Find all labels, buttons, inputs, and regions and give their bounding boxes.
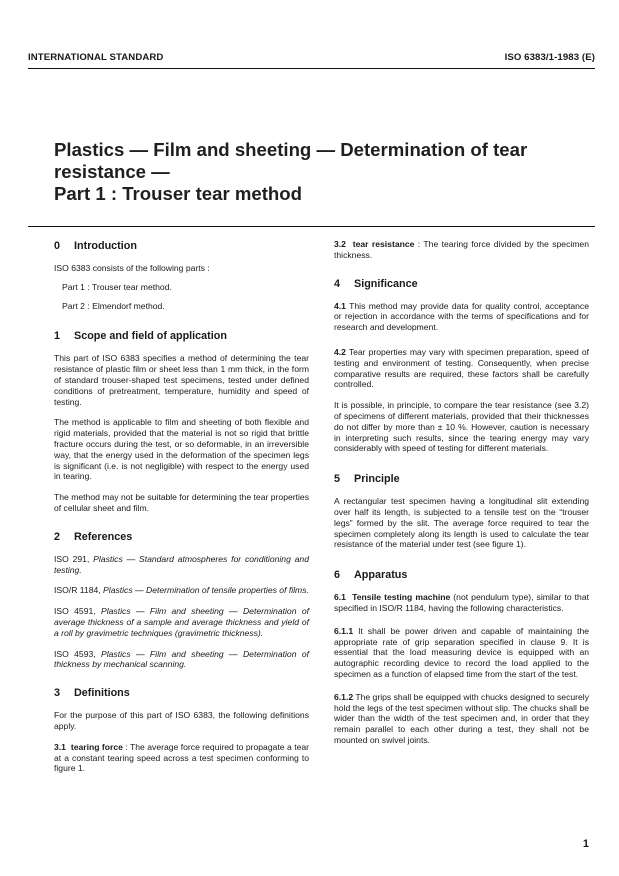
significance-paragraph: It is possible, in principle, to compare the tear resistance (see 3.2) of specimens of different materials, provided that their thicknesses do not differ by more than ± 10 %. However, caution is necessary in interpreting such results, since the tearing energy may vary considerably with speed of testing for different materials.	[334, 400, 589, 454]
section-heading-introduction: 0 Introduction	[54, 240, 137, 252]
section-heading-apparatus: 6 Apparatus	[334, 569, 408, 582]
scope-paragraph-2: The method is applicable to film and sheeting of both flexible and rigid materials, provided that the material is not so rigid that brittle fracture occurs during the test, or so deformable, in an irreversible way, that the energy used in the deformation of the specimen legs is significant (i.e. is not negligible) with respect to the energy used in tearing.	[54, 417, 309, 482]
section-heading-scope: 1 Scope and field of application	[54, 330, 227, 343]
apparatus-6-1-2: 6.1.2 The grips shall be equipped with chucks designed to securely hold the legs of the test specimen without slip. The chucks shall be wider than the width of the test specimen and, in order that they remain parallel to each other during a test, they shall not be mounted on swivel joints.	[334, 691, 589, 745]
principle-paragraph: A rectangular test specimen having a longitudinal slit extending over half its length, is subjected to a tensile test on the “trouser legs” formed by the slit. The average force required to tear the specimen completely along its length is used to calculate the tear resistance of the material under test (see figure 1).	[334, 496, 589, 550]
scope-paragraph-3: The method may not be suitable for determining the tear properties of cellular sheet and film.	[54, 492, 309, 513]
reference-1: ISO 291, Plastics — Standard atmospheres for conditioning and testing.	[54, 553, 309, 575]
scope-paragraph-1: This part of ISO 6383 specifies a method of determining the tear resistance of plastic film or sheet less than 1 mm thick, in the form of standard trouser-shaped test specimens, tested under defined conditions of pretreatment, temperature, humidity and speed of testing.	[54, 353, 309, 407]
intro-part-1: Part 1 : Trouser tear method.	[62, 281, 172, 292]
section-heading-definitions: 3 Definitions	[54, 687, 130, 700]
title-line-2: resistance —	[54, 161, 170, 182]
section-heading-references: 2 References	[54, 530, 133, 543]
reference-3: ISO 4591, Plastics — Film and sheeting — Determination of average thickness of a sample and average thickness and yield of a roll by gravimetric techniques (gravimetric thickness).	[54, 606, 309, 638]
right-column	[334, 239, 589, 746]
header-standard-type: INTERNATIONAL STANDARD	[28, 52, 164, 63]
header-rule	[28, 68, 595, 69]
apparatus-6-1: 6.1 Tensile testing machine (not pendulum type), similar to that specified in ISO/R 1184, having the following characteristics.	[334, 592, 589, 613]
left-column	[54, 239, 309, 774]
title-line-1: Plastics — Film and sheeting — Determination of tear	[54, 139, 528, 160]
apparatus-6-1-1: 6.1.1 It shall be power driven and capable of maintaining the appropriate rate of grip separation specified in clause 9. It is essential that the load measuring device is equipped with an autographic recording device to record the load applied to the specimen as a function of elapsed time from the start of the test.	[334, 625, 589, 679]
significance-4-2: 4.2 Tear properties may vary with specimen preparation, speed of testing and environment of testing. Consequently, when precise comparative results are required, these factors shall be carefully controlled.	[334, 346, 589, 390]
reference-2: ISO/R 1184, Plastics — Determination of tensile properties of films.	[54, 585, 309, 596]
document-title	[54, 139, 594, 205]
definition-3-2: 3.2 tear resistance : The tearing force divided by the specimen thickness.	[334, 239, 589, 260]
page-number: 1	[582, 838, 589, 850]
header-standard-number: ISO 6383/1-1983 (E)	[504, 52, 595, 63]
title-rule	[28, 226, 595, 227]
section-heading-principle: 5 Principle	[334, 473, 400, 486]
intro-part-2: Part 2 : Elmendorf method.	[62, 300, 165, 311]
section-heading-significance: 4 Significance	[334, 277, 418, 290]
definitions-paragraph: For the purpose of this part of ISO 6383, the following definitions apply.	[54, 710, 309, 731]
significance-4-1: 4.1 This method may provide data for quality control, acceptance or rejection in accordance with the terms of specifications and for research and development.	[334, 300, 589, 333]
running-header	[28, 52, 595, 66]
intro-paragraph: ISO 6383 consists of the following parts :	[54, 263, 210, 273]
definition-3-1: 3.1 tearing force : The average force required to propagate a tear at a constant tearing speed across a test specimen conforming to figure 1.	[54, 741, 310, 774]
reference-4: ISO 4593, Plastics — Film and sheeting — Determination of thickness by mechanical scanning.	[54, 648, 309, 670]
title-line-3: Part 1 : Trouser tear method	[54, 183, 302, 204]
